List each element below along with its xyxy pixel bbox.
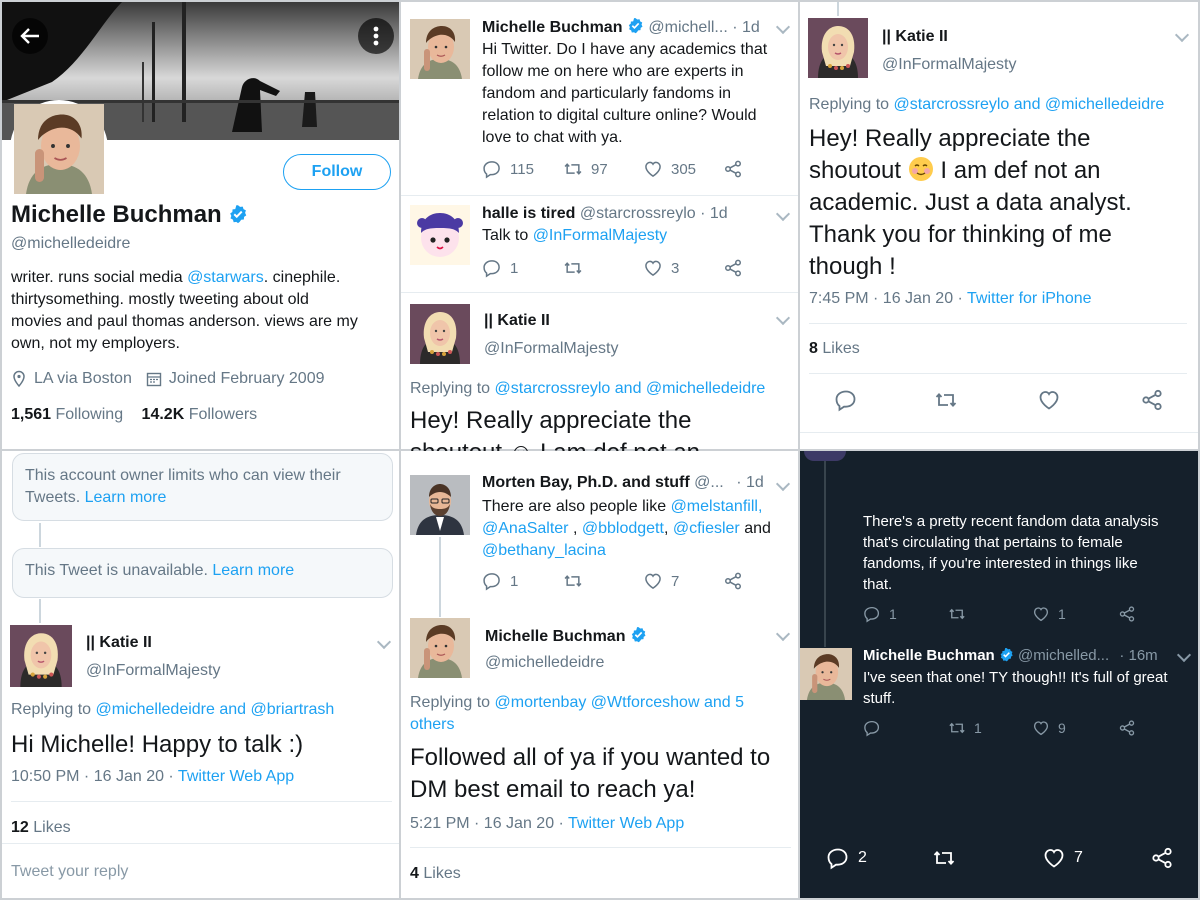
likes-count[interactable]: 4 Likes	[410, 865, 461, 882]
tweet-source-link[interactable]: Twitter Web App	[568, 815, 685, 832]
share-icon	[1150, 846, 1174, 870]
retweet-icon	[563, 258, 583, 278]
chevron-down-icon[interactable]	[1177, 648, 1191, 662]
tweet-author-handle: @michelledeidre	[485, 654, 605, 671]
replying-to: Replying to @starcrossreylo and @michelledeidre	[410, 380, 766, 397]
tweet-time: · 16m	[1119, 647, 1158, 664]
share-icon	[1118, 719, 1136, 737]
unavailable-tweet-notice: This Tweet is unavailable. Learn more	[12, 548, 393, 598]
reply-button[interactable]: 1	[863, 605, 897, 623]
tweet-author-handle: @InFormalMajesty	[86, 662, 221, 679]
avatar[interactable]	[410, 19, 470, 79]
tweet-author-name: halle is tired	[482, 205, 576, 222]
location-pin-icon	[11, 370, 27, 388]
retweet-icon	[563, 159, 583, 179]
share-button[interactable]	[1118, 719, 1144, 737]
share-icon	[1140, 388, 1164, 412]
reply-icon	[863, 719, 881, 737]
share-icon	[723, 571, 743, 591]
verified-badge-icon	[630, 626, 647, 643]
avatar[interactable]	[800, 648, 852, 700]
avatar[interactable]	[10, 625, 72, 687]
like-icon	[643, 258, 663, 278]
more-options-button[interactable]	[358, 18, 394, 54]
chevron-down-icon[interactable]	[776, 20, 790, 34]
dark-thread-panel	[800, 451, 1198, 898]
like-button[interactable]: 7	[643, 571, 679, 591]
avatar-partial	[804, 451, 846, 461]
tweet-author-handle: @InFormalMajesty	[882, 56, 1017, 73]
tweet-author-name: || Katie II	[86, 634, 152, 651]
verified-badge-icon	[228, 204, 248, 224]
retweet-button[interactable]	[948, 605, 974, 623]
reply-icon	[826, 846, 850, 870]
tweet-text: Hi Twitter. Do I have any academics that follow me on here who are experts in fandom and particularly fandoms in relation to digital culture online? Would love to chat with ya.	[482, 41, 768, 146]
like-icon	[643, 159, 663, 179]
reply-icon	[482, 159, 502, 179]
share-button[interactable]	[1118, 605, 1144, 623]
likes-count[interactable]: 12 Likes	[11, 819, 71, 836]
tweet-timestamp: 5:21 PM · 16 Jan 20 · Twitter Web App	[410, 815, 685, 832]
tweet-text: Hi Michelle! Happy to talk :)	[11, 731, 304, 758]
retweet-icon	[948, 605, 966, 623]
learn-more-link[interactable]: Learn more	[84, 489, 167, 506]
tweet-author-name: Morten Bay, Ph.D. and stuff	[482, 474, 690, 491]
share-button[interactable]	[723, 258, 751, 278]
calendar-icon	[146, 371, 162, 387]
avatar[interactable]	[410, 205, 470, 265]
like-button[interactable]: 3	[643, 258, 679, 278]
retweet-icon	[948, 719, 966, 737]
share-button[interactable]	[1140, 388, 1172, 412]
tweet-author-name: Michelle Buchman	[482, 19, 623, 36]
smiling-emoji-icon	[908, 156, 934, 182]
retweet-button[interactable]: 97	[563, 159, 608, 179]
reply-button[interactable]	[834, 388, 866, 412]
reply-icon	[863, 605, 881, 623]
chevron-down-icon[interactable]	[776, 477, 790, 491]
tweet-time: · 1d	[700, 205, 728, 222]
reply-icon	[482, 258, 502, 278]
tweet-timestamp: 7:45 PM · 16 Jan 20 · Twitter for iPhone	[809, 290, 1092, 307]
retweet-button[interactable]: 1	[948, 719, 982, 737]
like-icon	[1042, 846, 1066, 870]
profile-panel	[2, 2, 399, 449]
verified-badge-icon	[999, 647, 1014, 662]
tweet-author-handle: @...	[694, 474, 724, 491]
retweet-button[interactable]	[563, 258, 591, 278]
follow-button[interactable]: Follow	[283, 154, 391, 190]
avatar[interactable]	[808, 18, 868, 78]
profile-location: LA via Boston	[34, 370, 132, 387]
verified-badge-icon	[627, 17, 644, 34]
retweet-button[interactable]	[563, 571, 591, 591]
tweet-author-name: Michelle Buchman	[863, 647, 995, 664]
learn-more-link[interactable]: Learn more	[212, 562, 295, 579]
share-button[interactable]	[723, 571, 751, 591]
tweet-source-link[interactable]: Twitter Web App	[177, 768, 295, 785]
reply-icon	[482, 571, 502, 591]
chevron-down-icon[interactable]	[776, 207, 790, 221]
retweet-icon	[934, 388, 958, 412]
tweet-text: There's a pretty recent fandom data analysis that's circulating that pertains to female fandoms, if you're interested in things like that.	[863, 513, 1159, 593]
share-button[interactable]	[1150, 846, 1182, 870]
profile-bio: writer. runs social media @starwars. cinephile. thirtysomething. mostly tweeting about old movies and paul thomas anderson. views are my own, not my employers.	[11, 269, 358, 352]
replying-to: Replying to @michelledeidre and @briartrash	[11, 701, 335, 718]
profile-name: Michelle Buchman	[11, 201, 222, 228]
tweet-source-link[interactable]: Twitter for iPhone	[967, 290, 1092, 307]
like-button[interactable]: 9	[1032, 719, 1066, 737]
tweet-text: Talk to @InFormalMajesty	[482, 227, 668, 244]
tweet-author-handle: @michell...	[648, 19, 728, 36]
tweet-author-name: || Katie II	[882, 28, 948, 45]
tweet-author-name: Michelle Buchman	[485, 628, 626, 645]
profile-handle: @michelledeidre	[11, 235, 131, 252]
profile-avatar[interactable]	[10, 100, 108, 198]
like-icon	[1032, 605, 1050, 623]
restricted-account-notice: This account owner limits who can view their Tweets. Learn more	[12, 453, 393, 521]
like-icon	[1032, 719, 1050, 737]
back-button[interactable]	[12, 18, 48, 54]
avatar[interactable]	[410, 304, 470, 364]
replying-to: Replying to @starcrossreylo and @michelledeidre	[809, 96, 1165, 113]
tweet-author-handle: @michelled...	[1018, 647, 1110, 664]
profile-joined: Joined February 2009	[168, 370, 325, 387]
like-button[interactable]	[1037, 388, 1069, 412]
tweet-detail-panel	[800, 2, 1198, 449]
chevron-down-icon[interactable]	[776, 627, 790, 641]
avatar[interactable]	[410, 475, 470, 535]
tweet-timestamp: 10:50 PM · 16 Jan 20 · Twitter Web App	[11, 768, 295, 785]
retweet-icon	[932, 846, 956, 870]
followers-link[interactable]: 14.2K Followers	[141, 406, 258, 423]
retweet-button[interactable]	[934, 388, 966, 412]
tweet-text: I've seen that one! TY though!! It's full of great stuff.	[863, 669, 1168, 707]
replying-to: Replying to @mortenbay @Wtforceshow and 5 others	[410, 694, 744, 733]
reply-button[interactable]	[863, 719, 889, 737]
tweet-time: · 1d	[736, 474, 764, 491]
retweet-icon	[563, 571, 583, 591]
avatar[interactable]	[410, 618, 470, 678]
tweet-text: Followed all of ya if you wanted to DM best email to reach ya!	[410, 744, 771, 803]
chevron-down-icon[interactable]	[377, 635, 391, 649]
like-icon	[1037, 388, 1061, 412]
tweet-text: There are also people like @melstanfill, @AnaSalter , @bblodgett, @cfiesler and @bethany_lacina	[482, 498, 771, 559]
reply-button[interactable]: 2	[826, 846, 867, 870]
chevron-down-icon[interactable]	[776, 311, 790, 325]
share-icon	[723, 159, 743, 179]
tweet-author-name: || Katie II	[484, 312, 550, 329]
thread-panel-1	[401, 2, 798, 449]
like-button[interactable]: 305	[643, 159, 696, 179]
like-button[interactable]: 1	[1032, 605, 1066, 623]
like-icon	[643, 571, 663, 591]
reply-button[interactable]: 1	[482, 258, 518, 278]
following-link[interactable]: 1,561 Following	[11, 406, 124, 423]
tweet-text: Hey! Really appreciate the shoutout I am def not an academic. Just a data analyst. Thank you for thinking of me though !	[809, 125, 1132, 280]
likes-count[interactable]: 8 Likes	[809, 340, 860, 357]
tweet-text-large: Hey! Really appreciate the	[410, 407, 692, 434]
tweet-detail-panel-2	[2, 451, 399, 898]
mention-link[interactable]: @InFormalMajesty	[532, 227, 668, 244]
share-icon	[723, 258, 743, 278]
like-button[interactable]: 7	[1042, 846, 1083, 870]
share-button[interactable]	[723, 159, 751, 179]
reply-icon	[834, 388, 858, 412]
back-arrow-icon	[12, 18, 48, 54]
share-icon	[1118, 605, 1136, 623]
tweet-author-handle: @starcrossreylo	[579, 205, 696, 222]
reply-button[interactable]: 1	[482, 571, 518, 591]
retweet-button[interactable]	[932, 846, 964, 870]
chevron-down-icon[interactable]	[1175, 28, 1189, 42]
tweet-time: · 1d	[732, 19, 760, 36]
tweet-author-handle: @InFormalMajesty	[484, 340, 619, 357]
more-vertical-icon	[358, 18, 394, 54]
reply-button[interactable]: 115	[482, 159, 534, 179]
thread-panel-2	[401, 451, 798, 898]
starwars-link[interactable]: @starwars	[187, 269, 264, 286]
reply-input[interactable]: Tweet your reply	[11, 863, 129, 880]
